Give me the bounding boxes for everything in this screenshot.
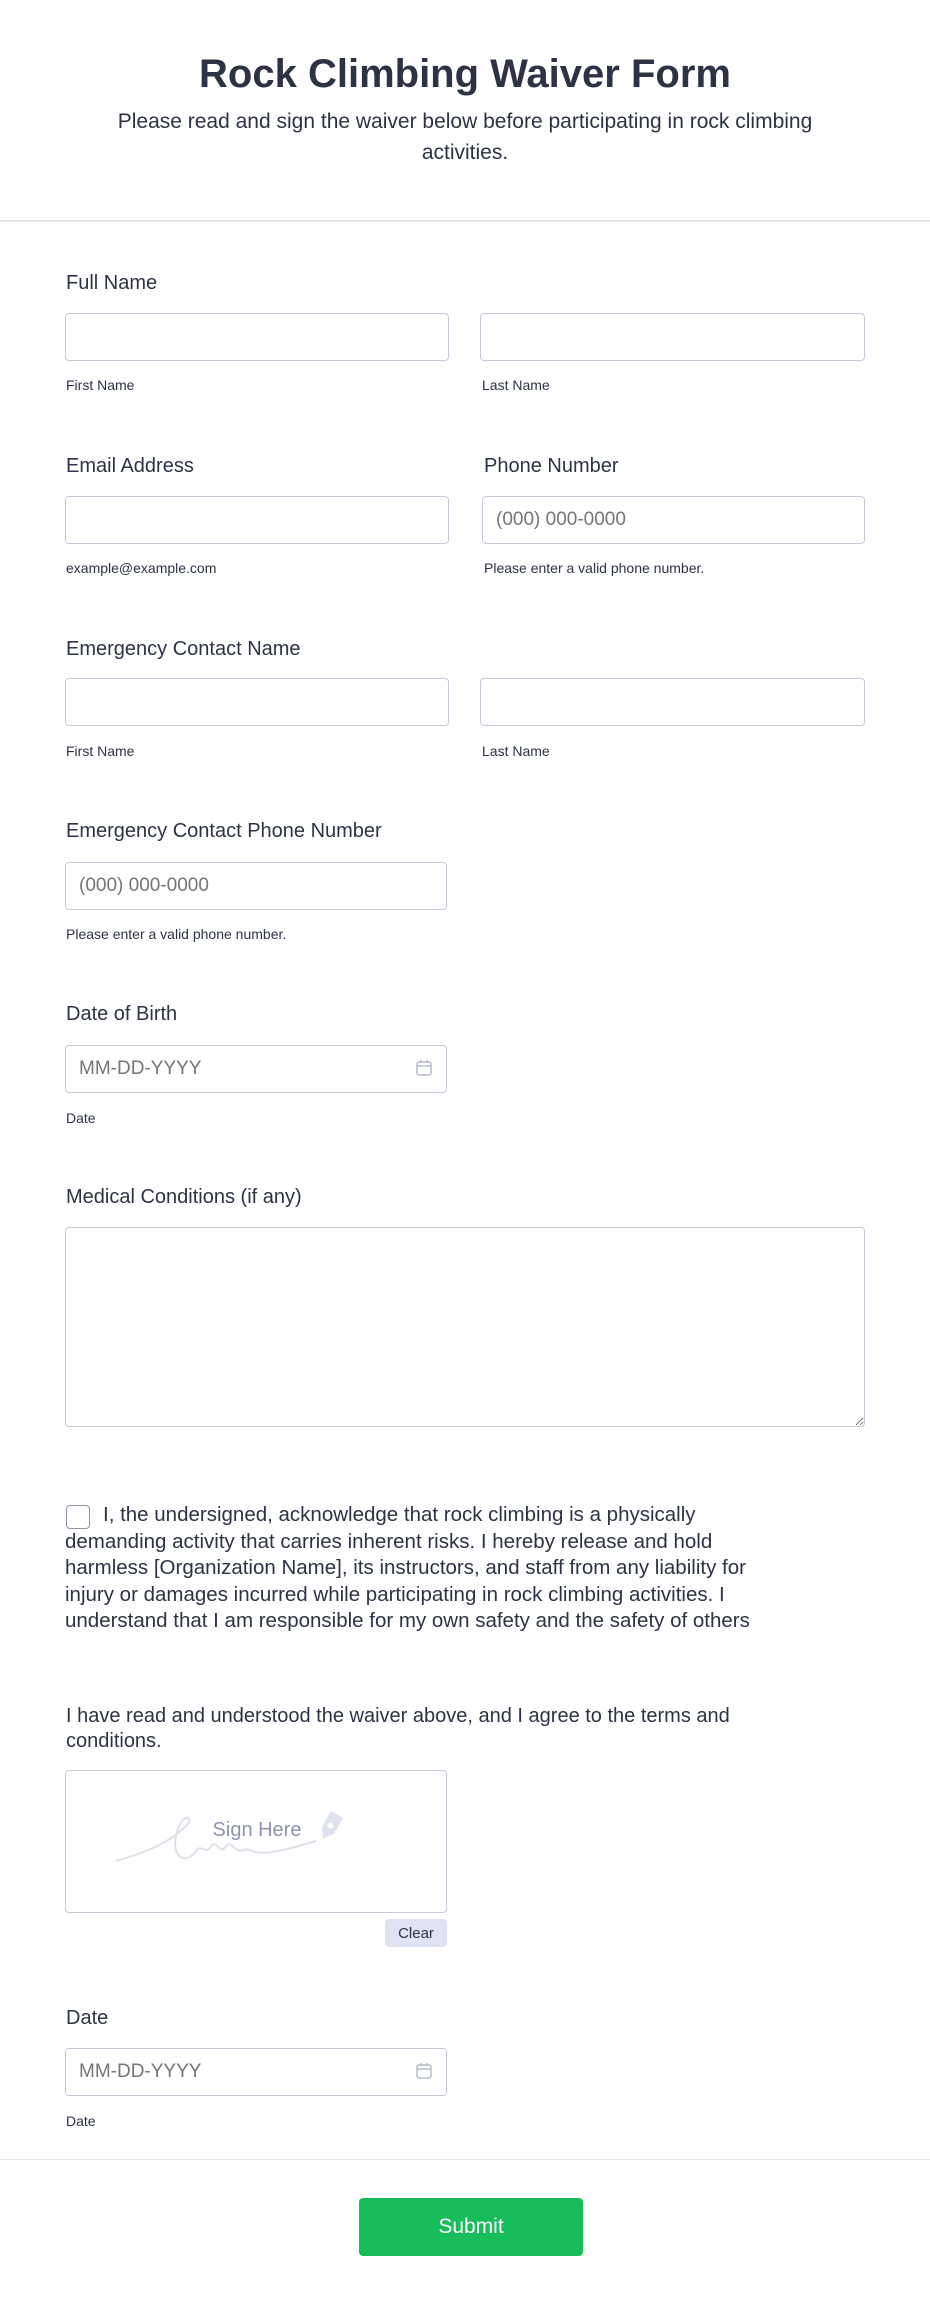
emergency-last-name-input[interactable] [480,678,865,726]
date-field[interactable] [65,2048,447,2096]
phone-label: Phone Number [484,455,619,477]
dob-field[interactable] [65,1045,447,1093]
first-name-input[interactable] [65,313,449,361]
emergency-first-sublabel: First Name [66,743,135,759]
email-sublabel: example@example.com [66,560,217,576]
medical-textarea[interactable] [65,1227,865,1427]
calendar-icon[interactable] [415,2062,433,2080]
signature-pad[interactable] [65,1770,447,1913]
emergency-name-label: Emergency Contact Name [66,638,301,660]
signature-label: I have read and understood the waiver above, and I agree to the terms and conditions. [66,1705,730,1752]
page-title: Rock Climbing Waiver Form [199,52,731,96]
submit-button[interactable]: Submit [359,2198,583,2256]
phone-sublabel: Please enter a valid phone number. [484,560,705,576]
page-subtitle: Please read and sign the waiver below before participating in rock climbing activities. [117,110,813,164]
full-name-label: Full Name [66,272,158,294]
dob-label: Date of Birth [66,1003,178,1025]
footer-divider [0,2159,930,2160]
phone-input[interactable] [482,496,865,544]
last-name-input[interactable] [480,313,865,361]
header-divider [0,220,930,222]
last-name-sublabel: Last Name [482,377,550,393]
emergency-phone-label: Emergency Contact Phone Number [66,820,382,842]
first-name-sublabel: First Name [66,377,135,393]
emergency-phone-sublabel: Please enter a valid phone number. [66,926,287,942]
emergency-last-sublabel: Last Name [482,743,550,759]
date-input[interactable] [65,2048,447,2096]
calendar-icon[interactable] [415,1059,433,1077]
medical-label: Medical Conditions (if any) [66,1186,302,1208]
date-sublabel: Date [66,2113,96,2129]
acknowledgement-text: I, the undersigned, acknowledge that rock climbing is a physically demanding activity that carries inherent risks. I hereby release and hold harmless [Organization Name], its instructors, and staff from any liability for injury or damages incurred while participating in rock climbing activities. I understand that I am responsible for my own safety and the safety of others [65,1503,750,1632]
email-input[interactable] [65,496,449,544]
dob-input[interactable] [65,1045,447,1093]
dob-sublabel: Date [66,1110,96,1126]
emergency-phone-input[interactable] [65,862,447,910]
emergency-first-name-input[interactable] [65,678,449,726]
date-label: Date [66,2007,109,2029]
sign-here-text: Sign Here [212,1819,302,1841]
email-label: Email Address [66,455,194,477]
clear-signature-button[interactable]: Clear [385,1919,447,1947]
